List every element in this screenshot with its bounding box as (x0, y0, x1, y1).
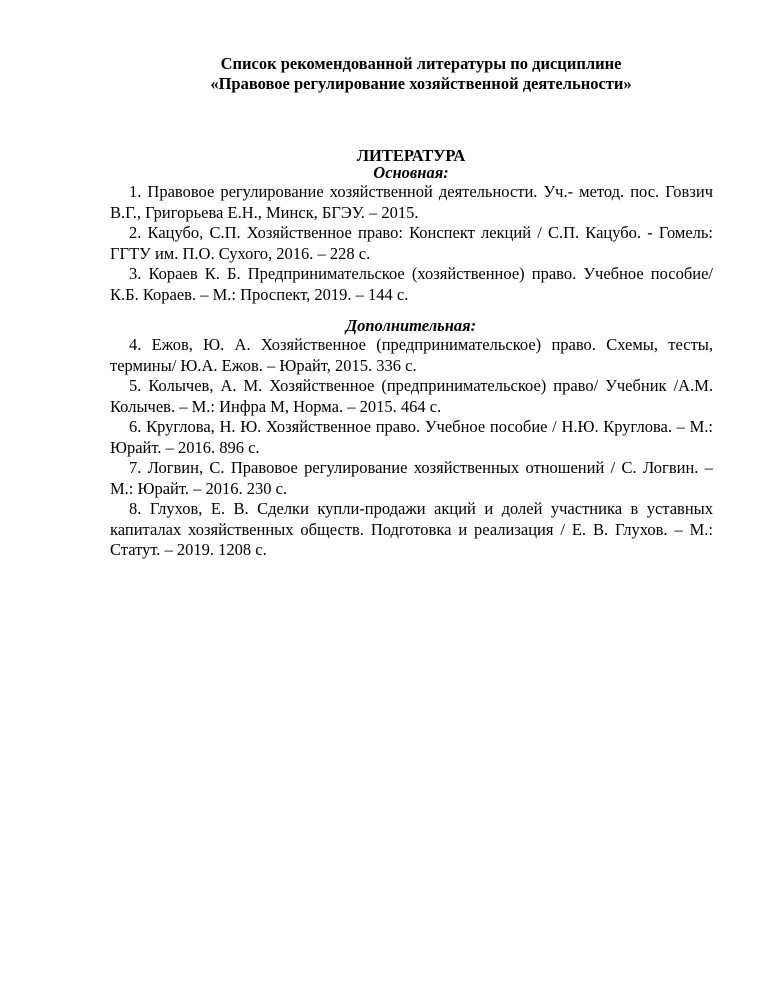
title-line-1: Список рекомендованной литературы по дисциплине (220, 54, 622, 73)
reference-item: 7. Логвин, С. Правовое регулирование хозяйственных отношений / С. Логвин. – М.: Юрайт. – 2016. 230 с. (110, 458, 713, 498)
reference-item: 8. Глухов, Е. В. Сделки купли-продажи акций и долей участника в уставных капиталах хозяйственных обществ. Подготовка и реализация / Е. В. Глухов. – М.: Статут. – 2019. 1208 с. (110, 499, 713, 559)
title-line-2: «Правовое регулирование хозяйственной деятельности» (210, 74, 632, 93)
reference-item: 4. Ежов, Ю. А. Хозяйственное (предпринимательское) право. Схемы, тесты, термины/ Ю.А. Ежов. – Юрайт, 2015. 336 с. (110, 335, 713, 375)
main-literature-heading: Основная: (373, 163, 449, 182)
additional-literature-list (110, 335, 713, 561)
reference-item: 6. Круглова, Н. Ю. Хозяйственное право. Учебное пособие / Н.Ю. Круглова. – М.: Юрайт. – 2016. 896 с. (110, 417, 713, 457)
additional-literature-heading: Дополнительная: (345, 316, 477, 335)
reference-item: 3. Кораев К. Б. Предпринимательское (хозяйственное) право. Учебное пособие/ К.Б. Кораев. – М.: Проспект, 2019. – 144 с. (110, 264, 713, 304)
literature-heading: ЛИТЕРАТУРА (356, 146, 466, 165)
reference-item: 1. Правовое регулирование хозяйственной деятельности. Уч.- метод. пос. Говзич В.Г., Григорьева Е.Н., Минск, БГЭУ. – 2015. (110, 182, 713, 222)
document-title (0, 54, 768, 94)
reference-item: 2. Кацубо, С.П. Хозяйственное право: Конспект лекций / С.П. Кацубо. - Гомель: ГГТУ им. П.О. Сухого, 2016. – 228 с. (110, 223, 713, 263)
reference-item: 5. Колычев, А. М. Хозяйственное (предпринимательское) право/ Учебник /А.М. Колычев. – М.: Инфра М, Норма. – 2015. 464 с. (110, 376, 713, 416)
main-literature-list (110, 182, 713, 305)
